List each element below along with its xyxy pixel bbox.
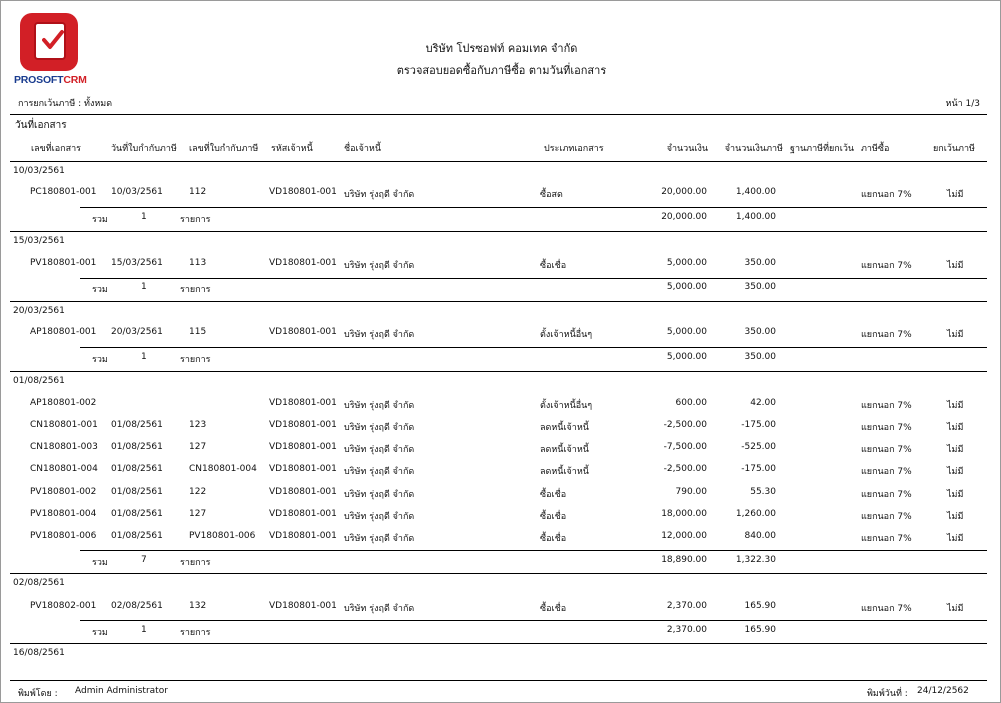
col-exempt: ยกเว้นภาษี — [933, 144, 975, 154]
vendor-name: บริษัท รุ่งฤดี จำกัด — [344, 445, 415, 455]
tax-no: PV180801-006 — [189, 531, 256, 541]
col-purchase-tax: ภาษีซื้อ — [861, 144, 890, 154]
exempt: ไม่มี — [947, 490, 964, 500]
amount: 18,000.00 — [661, 509, 707, 519]
doc-type: ตั้งเจ้าหนี้อื่นๆ — [540, 330, 593, 340]
exempt: ไม่มี — [947, 512, 964, 522]
vendor-name: บริษัท รุ่งฤดี จำกัด — [344, 534, 415, 544]
purchase-tax: แยกนอก 7% — [861, 330, 912, 340]
amount: 2,370.00 — [666, 601, 707, 611]
report-title: ตรวจสอบยอดซื้อกับภาษีซื้อ ตามวันที่เอกสาร — [396, 64, 607, 77]
total-amount: 5,000.00 — [666, 282, 707, 292]
total-tax: 350.00 — [744, 282, 776, 292]
group-date: 16/08/2561 — [13, 648, 65, 658]
tax-amount: 165.90 — [744, 601, 776, 611]
tax-amount: -175.00 — [741, 464, 776, 474]
tax-date: 01/08/2561 — [111, 464, 163, 474]
vendor-code: VD180801-001 — [269, 601, 337, 611]
vendor-name: บริษัท รุ่งฤดี จำกัด — [344, 512, 415, 522]
exempt: ไม่มี — [947, 261, 964, 271]
tax-date: 01/08/2561 — [111, 442, 163, 452]
logo-wordmark: PROSOFTCRM — [14, 74, 87, 86]
total-label: รวม — [92, 558, 108, 568]
amount: 600.00 — [675, 398, 707, 408]
tax-date: 01/08/2561 — [111, 509, 163, 519]
purchase-tax: แยกนอก 7% — [861, 423, 912, 433]
purchase-tax: แยกนอก 7% — [861, 467, 912, 477]
total-tax: 1,400.00 — [735, 212, 776, 222]
tax-no: 127 — [189, 509, 207, 519]
amount: 12,000.00 — [661, 531, 707, 541]
purchase-tax: แยกนอก 7% — [861, 401, 912, 411]
purchase-tax: แยกนอก 7% — [861, 512, 912, 522]
vendor-code: VD180801-001 — [269, 258, 337, 268]
amount: 5,000.00 — [666, 258, 707, 268]
group-divider — [10, 573, 987, 574]
tax-no: 113 — [189, 258, 207, 268]
doc-no: CN180801-001 — [30, 420, 98, 430]
total-count: 1 — [141, 625, 147, 635]
total-tax: 165.90 — [744, 625, 776, 635]
vendor-code: VD180801-001 — [269, 420, 337, 430]
doc-type: ซื้อเชื่อ — [540, 261, 567, 271]
exempt: ไม่มี — [947, 190, 964, 200]
total-unit: รายการ — [180, 285, 211, 295]
total-unit: รายการ — [180, 558, 211, 568]
page-number: หน้า 1/3 — [945, 99, 980, 109]
vendor-name: บริษัท รุ่งฤดี จำกัด — [344, 604, 415, 614]
amount: -2,500.00 — [663, 420, 707, 430]
purchase-tax: แยกนอก 7% — [861, 604, 912, 614]
vendor-code: VD180801-001 — [269, 531, 337, 541]
vendor-name: บริษัท รุ่งฤดี จำกัด — [344, 423, 415, 433]
purchase-tax: แยกนอก 7% — [861, 445, 912, 455]
printed-date-label: พิมพ์วันที่ : — [867, 689, 908, 699]
col-exempt-base: ฐานภาษีที่ยกเว้น — [790, 144, 855, 154]
tax-no: CN180801-004 — [189, 464, 257, 474]
total-count: 1 — [141, 282, 147, 292]
doc-type: ลดหนี้เจ้าหนี้ — [540, 467, 589, 477]
exempt: ไม่มี — [947, 467, 964, 477]
doc-no: PV180802-001 — [30, 601, 97, 611]
vendor-code: VD180801-001 — [269, 442, 337, 452]
total-amount: 18,890.00 — [661, 555, 707, 565]
doc-type: ซื้อเชื่อ — [540, 490, 567, 500]
total-tax: 350.00 — [744, 352, 776, 362]
col-tax-date: วันที่ใบกำกับภาษี — [111, 144, 177, 154]
doc-no: AP180801-001 — [30, 327, 97, 337]
tax-amount: 1,260.00 — [735, 509, 776, 519]
vendor-code: VD180801-001 — [269, 487, 337, 497]
total-unit: รายการ — [180, 628, 211, 638]
group-date: 01/08/2561 — [13, 376, 65, 386]
subtotal-divider — [80, 278, 987, 279]
vendor-code: VD180801-001 — [269, 327, 337, 337]
vendor-name: บริษัท รุ่งฤดี จำกัด — [344, 401, 415, 411]
tax-no: 122 — [189, 487, 207, 497]
col-vendor-code: รหัสเจ้าหนี้ — [271, 144, 313, 154]
doc-type: ลดหนี้เจ้าหนี้ — [540, 445, 589, 455]
purchase-tax: แยกนอก 7% — [861, 534, 912, 544]
exempt: ไม่มี — [947, 401, 964, 411]
printed-by: Admin Administrator — [75, 686, 168, 696]
company-name: บริษัท โปรซอฟท์ คอมเทค จำกัด — [425, 42, 578, 55]
total-label: รวม — [92, 628, 108, 638]
column-header-divider — [10, 161, 987, 162]
tax-date: 01/08/2561 — [111, 487, 163, 497]
tax-amount: 840.00 — [744, 531, 776, 541]
amount: 790.00 — [675, 487, 707, 497]
total-tax: 1,322.30 — [735, 555, 776, 565]
header-divider — [10, 114, 987, 115]
group-date: 15/03/2561 — [13, 236, 65, 246]
tax-no: 115 — [189, 327, 207, 337]
tax-amount: 350.00 — [744, 258, 776, 268]
doc-type: ลดหนี้เจ้าหนี้ — [540, 423, 589, 433]
doc-no: PV180801-001 — [30, 258, 97, 268]
total-label: รวม — [92, 215, 108, 225]
amount: 5,000.00 — [666, 327, 707, 337]
tax-date: 02/08/2561 — [111, 601, 163, 611]
total-label: รวม — [92, 355, 108, 365]
filter-label: การยกเว้นภาษี : ทั้งหมด — [18, 99, 113, 109]
doc-no: PV180801-006 — [30, 531, 97, 541]
footer-divider — [10, 680, 987, 681]
tax-no: 112 — [189, 187, 207, 197]
doc-no: CN180801-003 — [30, 442, 98, 452]
total-amount: 20,000.00 — [661, 212, 707, 222]
tax-no: 123 — [189, 420, 207, 430]
total-unit: รายการ — [180, 355, 211, 365]
group-date: 10/03/2561 — [13, 166, 65, 176]
col-amount: จำนวนเงิน — [666, 144, 708, 154]
subtotal-divider — [80, 347, 987, 348]
amount: -7,500.00 — [663, 442, 707, 452]
doc-type: ซื้อเชื่อ — [540, 534, 567, 544]
tax-amount: -175.00 — [741, 420, 776, 430]
doc-no: PV180801-002 — [30, 487, 97, 497]
vendor-name: บริษัท รุ่งฤดี จำกัด — [344, 190, 415, 200]
col-tax-amount: จำนวนเงินภาษี — [724, 144, 783, 154]
group-divider — [10, 371, 987, 372]
vendor-code: VD180801-001 — [269, 464, 337, 474]
exempt: ไม่มี — [947, 423, 964, 433]
total-amount: 5,000.00 — [666, 352, 707, 362]
doc-no: AP180801-002 — [30, 398, 97, 408]
doc-no: PC180801-001 — [30, 187, 97, 197]
doc-no: CN180801-004 — [30, 464, 98, 474]
group-date: 02/08/2561 — [13, 578, 65, 588]
total-count: 7 — [141, 555, 147, 565]
doc-type: ซื้อสด — [540, 190, 563, 200]
group-date: 20/03/2561 — [13, 306, 65, 316]
exempt: ไม่มี — [947, 534, 964, 544]
tax-amount: -525.00 — [741, 442, 776, 452]
col-tax-no: เลขที่ใบกำกับภาษี — [189, 144, 259, 154]
vendor-code: VD180801-001 — [269, 398, 337, 408]
purchase-tax: แยกนอก 7% — [861, 261, 912, 271]
tax-amount: 1,400.00 — [735, 187, 776, 197]
vendor-name: บริษัท รุ่งฤดี จำกัด — [344, 330, 415, 340]
amount: 20,000.00 — [661, 187, 707, 197]
printed-date: 24/12/2562 — [917, 686, 969, 696]
total-count: 1 — [141, 212, 147, 222]
doc-no: PV180801-004 — [30, 509, 97, 519]
vendor-code: VD180801-001 — [269, 509, 337, 519]
subtotal-divider — [80, 207, 987, 208]
tax-amount: 55.30 — [750, 487, 776, 497]
tax-no: 132 — [189, 601, 207, 611]
doc-type: ซื้อเชื่อ — [540, 512, 567, 522]
tax-date: 10/03/2561 — [111, 187, 163, 197]
tax-amount: 42.00 — [750, 398, 776, 408]
vendor-name: บริษัท รุ่งฤดี จำกัด — [344, 490, 415, 500]
group-divider — [10, 231, 987, 232]
purchase-tax: แยกนอก 7% — [861, 490, 912, 500]
tax-no: 127 — [189, 442, 207, 452]
exempt: ไม่มี — [947, 604, 964, 614]
vendor-code: VD180801-001 — [269, 187, 337, 197]
group-by-label: วันที่เอกสาร — [15, 120, 67, 131]
doc-type: ซื้อเชื่อ — [540, 604, 567, 614]
group-divider — [10, 301, 987, 302]
total-amount: 2,370.00 — [666, 625, 707, 635]
tax-date: 01/08/2561 — [111, 420, 163, 430]
col-vendor-name: ชื่อเจ้าหนี้ — [344, 144, 382, 154]
total-label: รวม — [92, 285, 108, 295]
exempt: ไม่มี — [947, 445, 964, 455]
tax-date: 15/03/2561 — [111, 258, 163, 268]
group-divider — [10, 643, 987, 644]
vendor-name: บริษัท รุ่งฤดี จำกัด — [344, 261, 415, 271]
col-doc-no: เลขที่เอกสาร — [31, 144, 81, 154]
purchase-tax: แยกนอก 7% — [861, 190, 912, 200]
col-doc-type: ประเภทเอกสาร — [544, 144, 604, 154]
amount: -2,500.00 — [663, 464, 707, 474]
printed-by-label: พิมพ์โดย : — [18, 689, 58, 699]
subtotal-divider — [80, 620, 987, 621]
exempt: ไม่มี — [947, 330, 964, 340]
subtotal-divider — [80, 550, 987, 551]
total-count: 1 — [141, 352, 147, 362]
tax-date: 20/03/2561 — [111, 327, 163, 337]
tax-date: 01/08/2561 — [111, 531, 163, 541]
vendor-name: บริษัท รุ่งฤดี จำกัด — [344, 467, 415, 477]
doc-type: ตั้งเจ้าหนี้อื่นๆ — [540, 401, 593, 411]
total-unit: รายการ — [180, 215, 211, 225]
tax-amount: 350.00 — [744, 327, 776, 337]
